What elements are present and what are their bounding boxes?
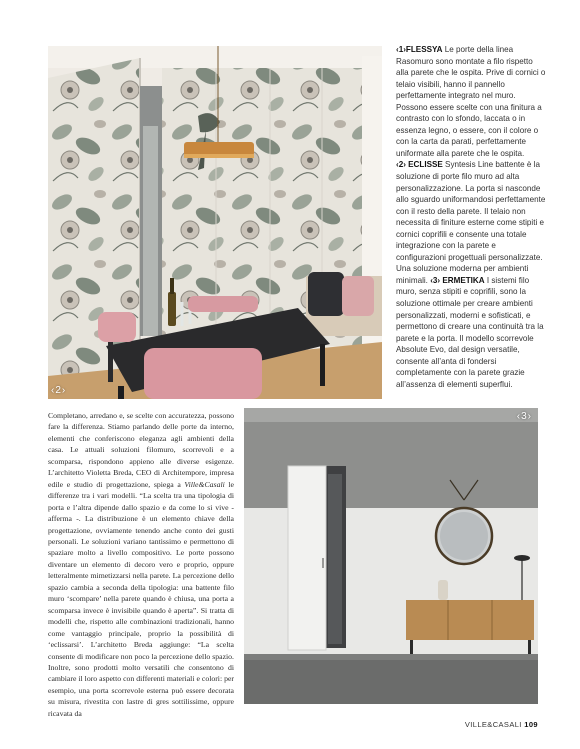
page-number: 109 bbox=[524, 720, 538, 729]
dining-room-illustration bbox=[48, 46, 382, 399]
photo-dining-room bbox=[48, 46, 382, 399]
caption-3-number: ‹3› bbox=[430, 275, 441, 285]
article-paragraph bbox=[48, 410, 234, 719]
sliding-door-illustration bbox=[244, 408, 538, 704]
caption-1-number: ‹1› bbox=[396, 45, 406, 54]
caption-2-text: Syntesis Line battente è la soluzione di porte filo muro ad alta personalizzazione. La porta si nasconde allo sguardo uniformandosi perfettamente con il resto della parete. Il telaio non necessita di finiture esterne come stipiti e cornici coprifili e consente una totale integrazione con la parete e configurazioni progettuali personalizzate. Una soluzione moderna per ambienti minimali. bbox=[396, 160, 546, 285]
caption-2-brand: ECLISSE bbox=[408, 160, 443, 170]
photo-captions bbox=[396, 44, 546, 390]
article-body bbox=[48, 410, 234, 719]
body-text-part-1: Completano, arredano e, se scelte con accuratezza, possono fare la differenza. Stiamo parlando delle porte da interno, elementi che conferiscono eleganza agli ambienti della casa. Le attuali soluzioni filomuro, scorrevoli e a scomparsa, rispondono appieno alle diverse esigenze. L’architetto Violetta Breda, CEO di Architempore, impresa edile e studio di progettazione, spiega a bbox=[48, 411, 234, 489]
caption-1-brand: FLESSYA bbox=[405, 45, 443, 54]
caption-1-text: Le porte della linea Rasomuro sono montate a filo rispetto alla parete che le ospita. Prive di cornici o telaio visibili, hanno il pannello perfettamente integrato nel muro. Possono essere scelte con una finitura a contrasto con lo sfondo, laccata o in essenza legno, o essere, con il colore o con la carta da parati, perfettamente uniformate alla parete che le ospita. bbox=[396, 45, 546, 158]
photo-sliding-door bbox=[244, 408, 538, 704]
photo-2-number: ‹3› bbox=[516, 411, 532, 422]
caption-3-text: I sistemi filo muro, senza stipiti e coprifili, sono la soluzione ottimale per creare ambienti personalizzati, moderni e sofisticati, e permettono di creare una continuità tra la parete e la porta. Il modello scorrevole Absolute Evo, dal design versatile, consente all’anta di fondersi completamente con la parete grazie all’assenza di elementi superflui. bbox=[396, 275, 544, 389]
body-text-part-2: le differenze tra i vari modelli. “La scelta tra una tipologia di porta e l’altra dipende dallo spazio e da come lo si vive - afferma -. La distribuzione è un elemento chiave della progettazione, ovviamente tenendo anche conto dei gusti personali. Le soluzioni variano tantissimo e permettono di spaziare molto a livello compositivo. Le porte possono diventare un elemento di decoro vero e proprio, oppure letteralmente mimetizzarsi nella parete. La percezione dello spazio cambia a seconda della tipologia: una battente filo muro ‘scompare’ nella parete quando è chiusa, una porta a scomparsa invece è invisibile quando è aperta”. Si tratta di modelli che, rispetto alle combinazioni tradizionali, hanno come vantaggio principale, proprio la possibilità di ‘eclissarsi’. L’architetto Breda aggiunge: “La scelta consente di modificare non poco la percezione dello spazio. Inoltre, sono prodotti molto versatili che consentono di cambiare il loro aspetto con differenti materiali e colori: per esempio, una porta scorrevole esterna può essere decorata su misura, rivestita con lastre di gres sottilissime, oppure ricavata da bbox=[48, 479, 234, 718]
footer-magazine: VILLE&CASALI bbox=[464, 720, 522, 729]
magazine-name-inline: Ville&Casali bbox=[184, 479, 225, 489]
caption-item-1 bbox=[396, 44, 546, 159]
caption-3-brand: ERMETIKA bbox=[442, 275, 485, 285]
caption-2-number: ‹2› bbox=[396, 160, 406, 170]
photo-1-number: ‹2› bbox=[51, 385, 67, 396]
caption-item-2 bbox=[396, 159, 546, 390]
page-footer bbox=[465, 720, 538, 729]
